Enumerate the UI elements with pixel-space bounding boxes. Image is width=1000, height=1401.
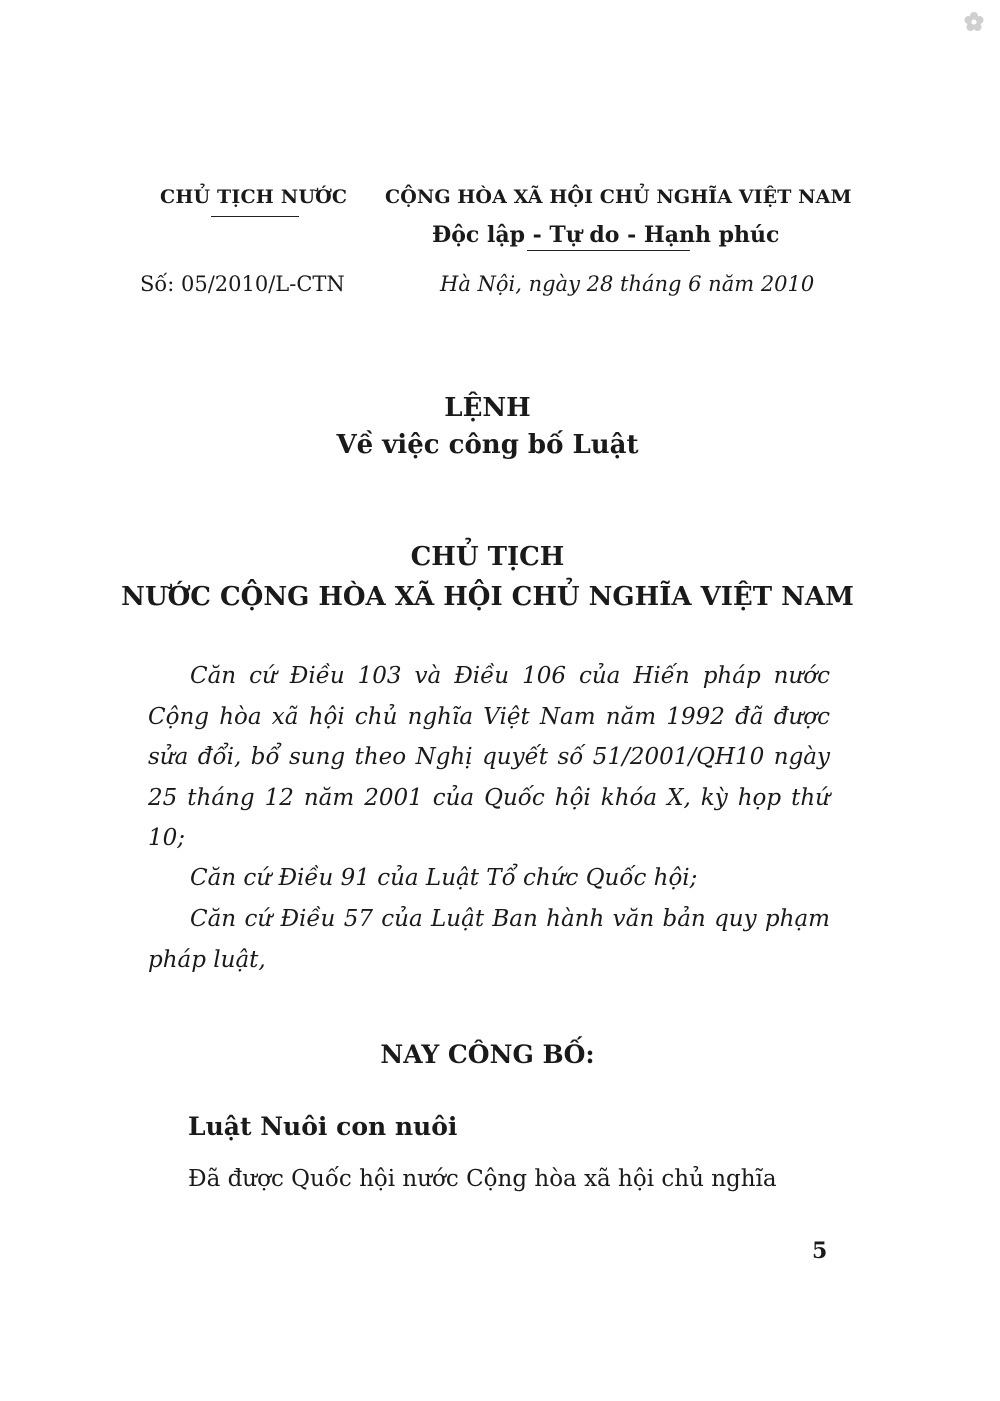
legal-basis-national-assembly-law: Căn cứ Điều 91 của Luật Tổ chức Quốc hội; bbox=[190, 865, 698, 891]
proclamation-heading: NAY CÔNG BỐ: bbox=[380, 1040, 595, 1069]
national-motto: Độc lập - Tự do - Hạnh phúc bbox=[432, 222, 780, 248]
motto-underline bbox=[527, 250, 690, 251]
document-type-title: LỆNH bbox=[444, 393, 531, 423]
issuer-underline bbox=[211, 216, 299, 217]
place-and-date: Hà Nội, ngày 28 tháng 6 năm 2010 bbox=[440, 272, 815, 296]
country-name: CỘNG HÒA XÃ HỘI CHỦ NGHĨA VIỆT NAM bbox=[385, 186, 852, 208]
document-subject: Về việc công bố Luật bbox=[336, 430, 639, 460]
legal-basis-constitution: Căn cứ Điều 103 và Điều 106 của Hiến pháp nước Cộng hòa xã hội chủ nghĩa Việt Nam năm 1992 đã được sửa đổi, bổ sung theo Nghị quyết số 51/2001/QH10 ngày 25 tháng 12 năm 2001 của Quốc hội khóa X, kỳ họp thứ 10; bbox=[148, 663, 830, 851]
issuer-label: CHỦ TỊCH NƯỚC bbox=[160, 186, 348, 208]
passed-by-text: Đã được Quốc hội nước Cộng hòa xã hội chủ nghĩa bbox=[188, 1166, 777, 1192]
legal-basis-legal-documents-law: Căn cứ Điều 57 của Luật Ban hành văn bản quy phạm pháp luật, bbox=[148, 906, 830, 973]
law-name: Luật Nuôi con nuôi bbox=[188, 1112, 458, 1141]
page-number: 5 bbox=[812, 1238, 828, 1264]
authority-title-line1: CHỦ TỊCH bbox=[410, 542, 565, 572]
corner-flower-icon bbox=[962, 10, 986, 34]
authority-title-line2: NƯỚC CỘNG HÒA XÃ HỘI CHỦ NGHĨA VIỆT NAM bbox=[121, 582, 854, 612]
document-number: Số: 05/2010/L-CTN bbox=[140, 272, 345, 296]
